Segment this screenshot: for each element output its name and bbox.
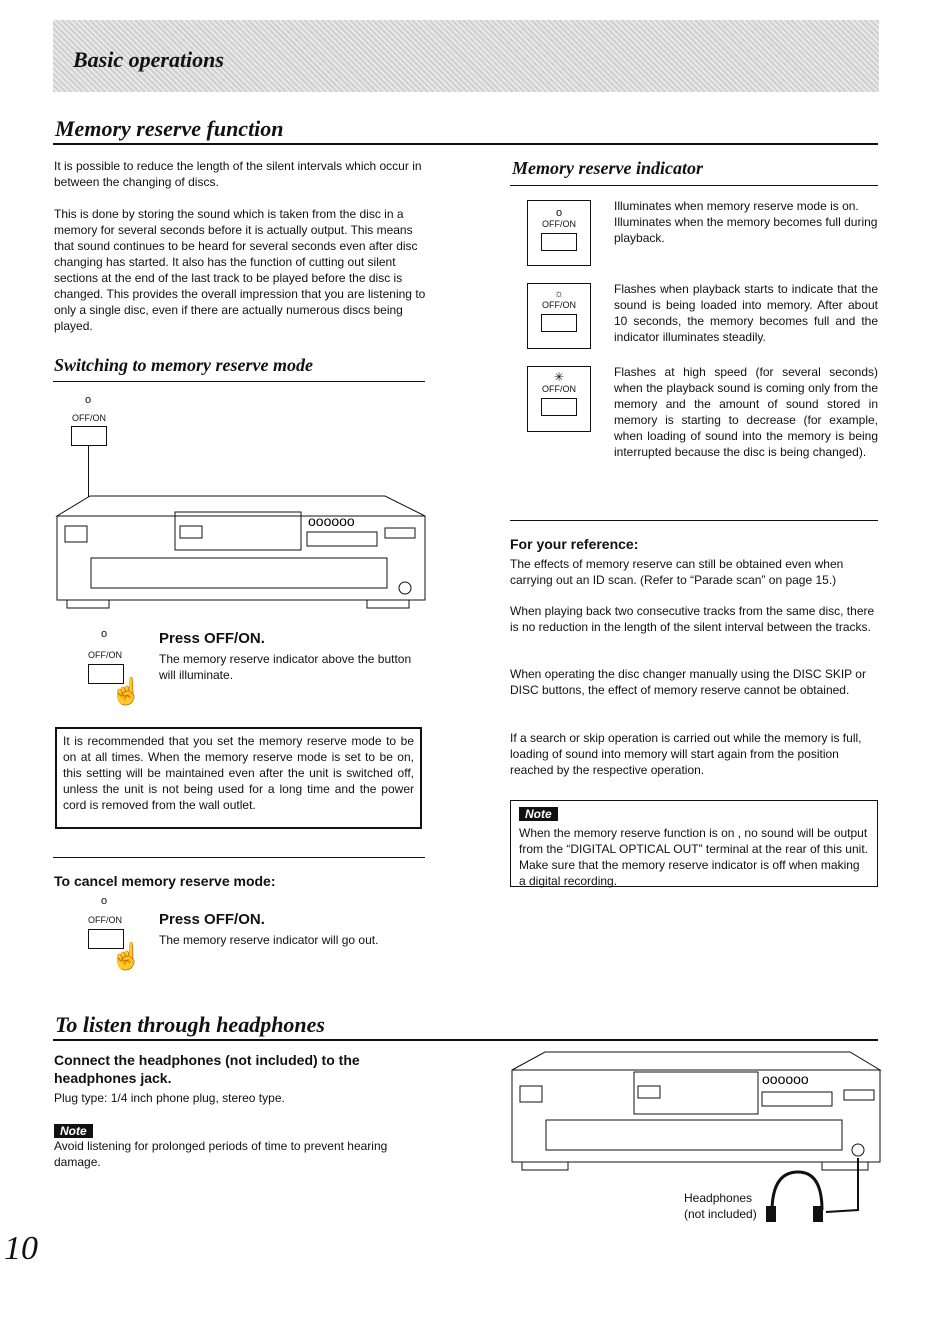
indicator-panel-flash (527, 283, 591, 349)
reference-note-text: When the memory reserve function is on , no sound will be output from the “DIGITAL OPTICAL OUT” terminal at the rear of this unit. Make sure that the memory reserve indicator is off when making a digital recording. (519, 826, 868, 888)
section-title: Basic operations (73, 47, 224, 72)
plug-type-text: Plug type: 1/4 inch phone plug, stereo type. (54, 1091, 285, 1105)
step-offon-label: OFF/ON (88, 650, 122, 660)
reference-note-box (510, 800, 878, 887)
headphones-note-text: Avoid listening for prolonged periods of time to prevent hearing damage. (54, 1139, 388, 1169)
cancel-step-text: The memory reserve indicator will go out. (159, 933, 379, 947)
reference-para-3: When operating the disc changer manually using the DISC SKIP or DISC buttons, the effect of memory reserve cannot be obtained. (510, 667, 866, 697)
indicator-panel-on (527, 200, 591, 266)
led-flashing-icon: ☼ (553, 288, 565, 300)
indicator-2-label: OFF/ON (542, 300, 576, 310)
cancel-offon-label: OFF/ON (88, 915, 122, 925)
reference-note-badge: Note (519, 807, 558, 821)
memory-reserve-intro: It is possible to reduce the length of the silent intervals which occur in between the changing of discs. (54, 159, 422, 189)
indicator-led: o (85, 394, 92, 406)
led-on-icon: o (555, 207, 563, 219)
svg-text:oooooo: oooooo (308, 513, 355, 529)
indicator-1-label: OFF/ON (542, 219, 576, 229)
offon-button[interactable] (71, 426, 107, 446)
reference-para-2: When playing back two consecutive tracks from the same disc, there is no reduction in the length of the silent interval between the tracks. (510, 604, 875, 634)
switching-step-title: Press OFF/ON. (159, 630, 265, 647)
cancel-hand-pointer-icon: ☝ (110, 941, 143, 971)
headphones-rule (53, 1039, 878, 1041)
indicator-1-button (541, 233, 577, 251)
led-fast-flashing-icon: ✳ (553, 370, 565, 384)
indicator-3-button (541, 398, 577, 416)
recommendation-box (55, 727, 422, 829)
hand-pointer-icon: ☝ (110, 676, 143, 706)
cancel-step-title: Press OFF/ON. (159, 911, 265, 928)
headphones-note-badge: Note (54, 1124, 93, 1138)
switching-rule (53, 381, 425, 382)
indicator-2-text: Flashes when playback starts to indicate that the sound is being loaded into memory. After about 10 seconds, the memory becomes full and the indicator illuminates steadily. (614, 282, 878, 344)
step-indicator-led: o (101, 628, 108, 640)
memory-reserve-title: Memory reserve function (55, 116, 284, 141)
page-number: 10 (4, 1230, 38, 1267)
headphones-caption-1: Headphones (684, 1191, 753, 1205)
headphones-subtitle: Connect the headphones (not included) to the headphones jack. (54, 1052, 360, 1086)
indicator-1-text: Illuminates when memory reserve mode is on. Illuminates when the memory becomes full during playback. (614, 199, 878, 245)
svg-text:oooooo: oooooo (762, 1071, 809, 1087)
memory-reserve-body: This is done by storing the sound which is taken from the disc in a memory for several seconds before it is actually output. This means that sound continues to be heard for several seconds even after disc changing has started. It also has the function of cutting out silent sections at the end of the last track to be played before the disc is changed. This provides the overall impression that you are listening to only a single disc, even if there are actually numerous discs being played. (54, 207, 426, 333)
cancel-title: To cancel memory reserve mode: (54, 873, 276, 889)
reference-para-4: If a search or skip operation is carried out while the memory is full, loading of sound into memory will start again from the position reached by the respective operation. (510, 731, 862, 777)
recommendation-text: It is recommended that you set the memory reserve mode to be on at all times. When the memory reserve mode is set to be on, this setting will be maintained even after the unit is switched off, unless the unit is not being used for a long time and the power cord is removed from the wall outlet. (63, 734, 414, 812)
offon-label: OFF/ON (72, 413, 106, 423)
switching-title: Switching to memory reserve mode (54, 355, 313, 375)
switching-step-text: The memory reserve indicator above the button will illuminate. (159, 652, 412, 682)
reference-para-1: The effects of memory reserve can still be obtained even when carrying out an ID scan. (Refer to “Parade scan” on page 15.) (510, 557, 844, 587)
indicator-3-label: OFF/ON (542, 384, 576, 394)
reference-title: For your reference: (510, 536, 639, 552)
headphones-title: To listen through headphones (55, 1012, 325, 1037)
indicator-panel-fast-flash (527, 366, 591, 432)
cancel-rule (53, 857, 425, 858)
indicator-title: Memory reserve indicator (512, 158, 703, 178)
cd-changer-illustration (55, 488, 427, 612)
indicator-3-text: Flashes at high speed (for several seconds) when the playback sound is coming only from the memory and the amount of sound stored in memory is starting to decrease (for example, when loading of sound into the memory is being interrupted because the disc is being changed). (614, 365, 878, 459)
headphones-caption-2: (not included) (684, 1207, 757, 1221)
title-rule (53, 143, 878, 145)
cancel-indicator-led: o (101, 895, 108, 907)
indicator-rule (510, 185, 878, 186)
indicator-2-button (541, 314, 577, 332)
reference-rule (510, 520, 878, 521)
